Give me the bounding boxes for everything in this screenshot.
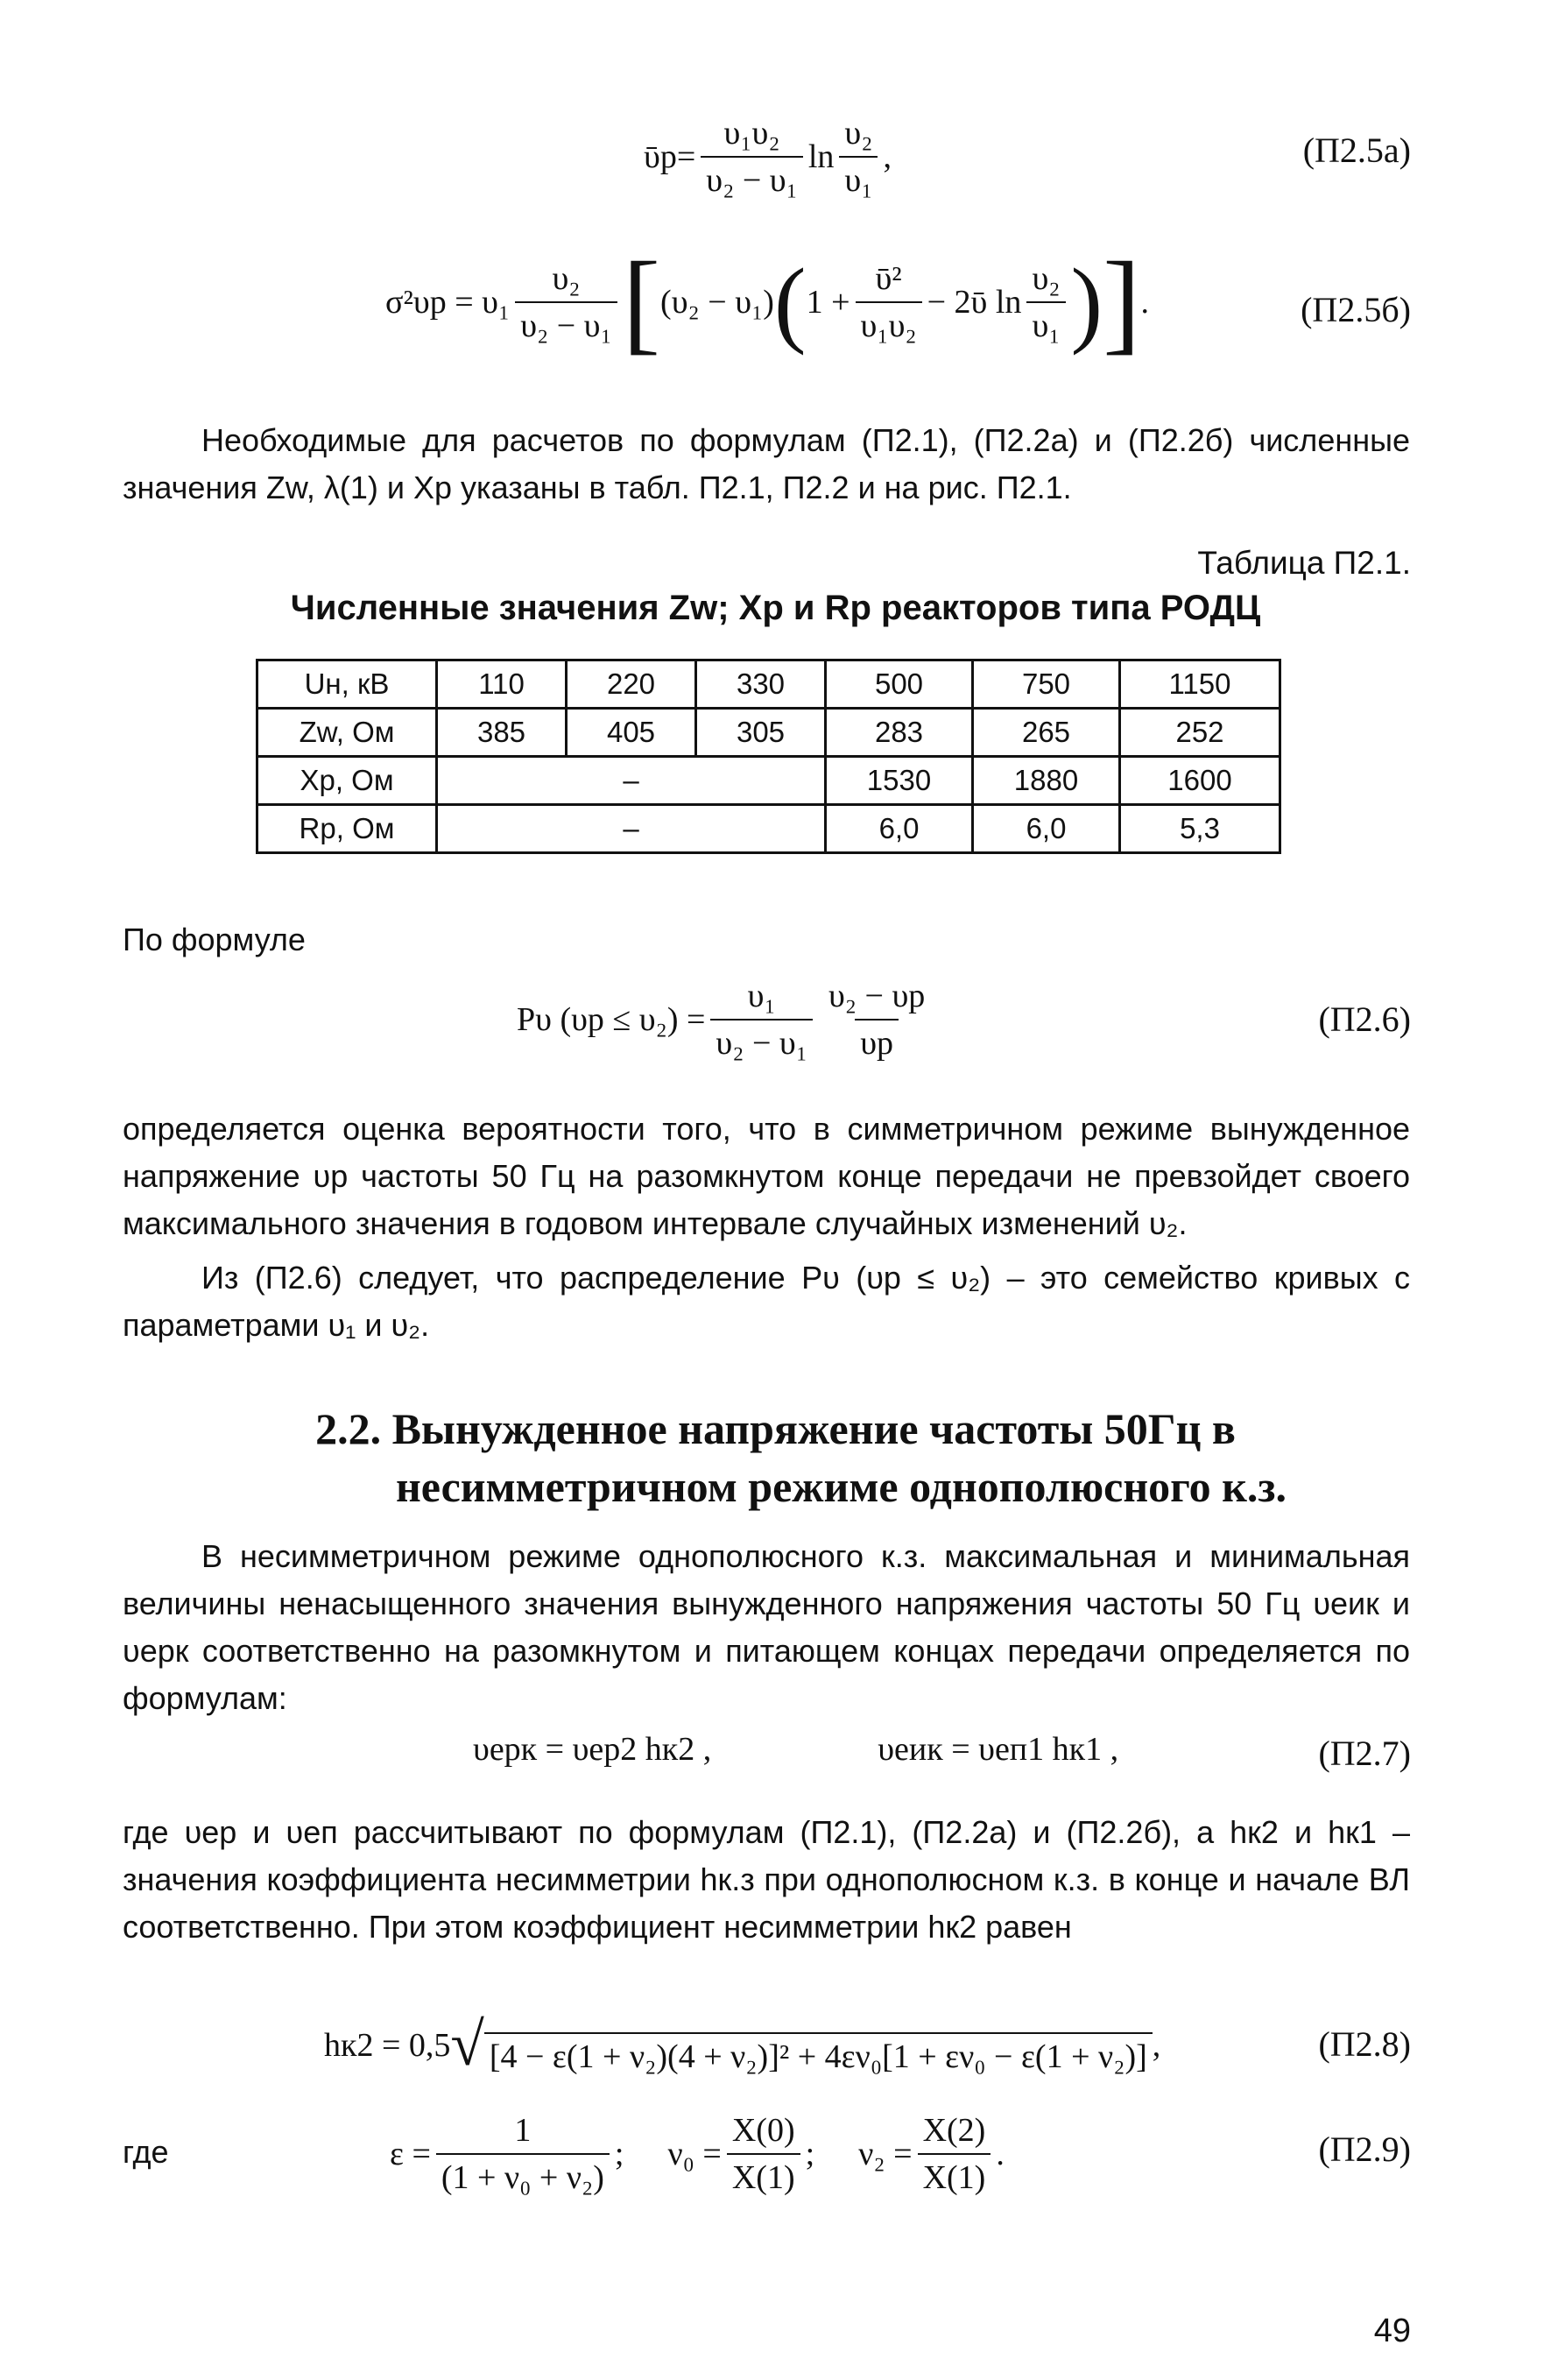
table-cell: 405 xyxy=(567,709,696,757)
right-paren: ) xyxy=(1070,249,1103,356)
ln-operator: ln xyxy=(807,138,835,175)
row-label: Xр, Ом xyxy=(257,757,437,805)
equation-p2-5a xyxy=(644,114,892,200)
numerator: 1 xyxy=(514,2112,532,2149)
table-cell: – xyxy=(437,805,826,853)
table-cell: 6,0 xyxy=(973,805,1120,853)
table-label: Таблица П2.1. xyxy=(1197,545,1411,581)
table-cell: 283 xyxy=(826,709,973,757)
fraction xyxy=(436,2111,610,2197)
equation-number: (П2.6) xyxy=(1318,999,1411,1039)
fraction xyxy=(823,977,930,1063)
table-cell: 1150 xyxy=(1120,660,1280,709)
equation-number: (П2.8) xyxy=(1318,2024,1411,2064)
section-heading-line: 2.2. Вынужденное напряжение частоты 50Гц в xyxy=(315,1404,1236,1453)
numerator: υ₁υ₂ xyxy=(723,115,780,152)
table-cell: 305 xyxy=(696,709,826,757)
paragraph: Необходимые для расчетов по формулам (П2.1), (П2.2а) и (П2.2б) численные значения Zw, λ(1) и Xр указаны в табл. П2.1, П2.2 и на рис. П2.1. xyxy=(123,422,1410,505)
page-number: 49 xyxy=(1373,2313,1411,2349)
eq-punct: , xyxy=(883,138,892,175)
equation-p2-7 xyxy=(473,1730,1118,1769)
denominator: υ₁υ₂ xyxy=(856,301,922,345)
table-cell: 265 xyxy=(973,709,1120,757)
table-row xyxy=(257,660,1280,709)
table-cell: 500 xyxy=(826,660,973,709)
row-label: Uн, кВ xyxy=(257,660,437,709)
numerator: υ₂ xyxy=(1032,260,1061,297)
equation-p2-9 xyxy=(390,2111,1005,2197)
denominator: υр xyxy=(855,1019,899,1063)
numerator: υ₂ xyxy=(844,115,873,152)
numerator: υ₂ xyxy=(552,260,581,297)
fraction xyxy=(839,114,878,200)
equation-p2-6 xyxy=(517,977,935,1063)
fraction xyxy=(515,259,617,345)
numerator: ῡ² xyxy=(875,260,902,297)
eq-lhs: ν₀ = xyxy=(667,2136,722,2172)
left-paren: ( xyxy=(773,249,807,356)
equation-p2-8 xyxy=(324,2011,1161,2079)
paragraph: Из (П2.6) следует, что распределение Pυ (υр ≤ υ₂) – это семейство кривых с параметрами υ₁ и υ₂. xyxy=(123,1260,1410,1343)
fraction xyxy=(1026,259,1065,345)
radical-sign: √ xyxy=(450,2011,484,2079)
eq-term: 1 + xyxy=(806,284,850,321)
denominator: X(1) xyxy=(918,2153,991,2197)
eq-lhs: hк2 = 0,5 xyxy=(324,2027,451,2064)
fraction xyxy=(701,114,803,200)
denominator: υ₁ xyxy=(1026,301,1065,345)
eq-term: − 2ῡ ln xyxy=(927,284,1022,321)
denominator: X(1) xyxy=(727,2153,800,2197)
numerator: υ₁ xyxy=(747,978,776,1014)
denominator: υ₂ − υ₁ xyxy=(701,156,803,200)
eq-punct: . xyxy=(1140,284,1149,321)
fraction xyxy=(727,2111,800,2197)
eq-lhs: Pυ (υр ≤ υ₂) = xyxy=(517,1001,706,1038)
table-cell: 220 xyxy=(567,660,696,709)
paragraph: где υер и υеп рассчитывают по формулам (П2.1), (П2.2а) и (П2.2б), а hк2 и hк1 – значения коэффициента несимметрии hк.з при однополюсном к.з. в конце и начале ВЛ соответственно. При этом коэффициент несимметрии hк2 равен xyxy=(123,1814,1410,1945)
equation-number: (П2.5а) xyxy=(1302,131,1411,170)
table-cell: 110 xyxy=(437,660,567,709)
table-row xyxy=(257,709,1280,757)
denominator: (1 + ν₀ + ν₂) xyxy=(436,2153,610,2197)
eq-term: (υ₂ − υ₁) xyxy=(660,284,774,321)
table-cell: 1880 xyxy=(973,757,1120,805)
where-label: где xyxy=(123,2134,169,2170)
eq-lhs: ε = xyxy=(390,2136,431,2172)
table-cell: 6,0 xyxy=(826,805,973,853)
table-cell: – xyxy=(437,757,826,805)
paragraph: В несимметричном режиме однополюсного к.з. максимальная и минимальная величины ненасыщенного значения вынужденного напряжения частоты 50 Гц υеик и υерк соответственно на разомкнутом и питающем концах передачи определяется по формулам: xyxy=(123,1538,1410,1716)
table-cell: 1530 xyxy=(826,757,973,805)
table-title: Численные значения Zw; Xр и Rр реакторов типа РОДЦ xyxy=(290,589,1261,627)
section-heading-line: несимметричном режиме однополюсного к.з. xyxy=(395,1462,1287,1511)
fraction xyxy=(710,977,813,1063)
fraction xyxy=(918,2111,991,2197)
section-heading xyxy=(0,1400,1551,1515)
eq-punct: . xyxy=(996,2136,1005,2172)
equation-number: (П2.9) xyxy=(1318,2129,1411,2169)
numerator: X(0) xyxy=(731,2112,795,2149)
numerator: υ₂ − υр xyxy=(828,978,926,1014)
paragraph: По формуле xyxy=(123,922,306,957)
row-label: Rр, Ом xyxy=(257,805,437,853)
table-cell: 252 xyxy=(1120,709,1280,757)
fraction xyxy=(856,259,922,345)
eq-term: υерк = υер2 hк2 , xyxy=(473,1731,712,1768)
data-table xyxy=(256,659,1281,854)
left-bracket: [ xyxy=(622,239,661,365)
equation-number: (П2.5б) xyxy=(1301,290,1411,329)
eq-lhs: ν₂ = xyxy=(858,2136,913,2172)
eq-lhs: ῡр= xyxy=(644,138,696,175)
numerator: X(2) xyxy=(922,2112,986,2149)
table-row xyxy=(257,757,1280,805)
table-cell: 330 xyxy=(696,660,826,709)
denominator: υ₂ − υ₁ xyxy=(515,301,617,345)
denominator: υ₂ − υ₁ xyxy=(710,1019,813,1063)
equation-number: (П2.7) xyxy=(1318,1734,1411,1773)
table-cell: 1600 xyxy=(1120,757,1280,805)
square-root xyxy=(450,2011,1152,2079)
denominator: υ₁ xyxy=(839,156,878,200)
eq-term: υеик = υеп1 hк1 , xyxy=(878,1731,1119,1768)
right-bracket: ] xyxy=(1103,239,1141,365)
eq-punct: ; xyxy=(805,2136,815,2172)
radicand: [4 − ε(1 + ν₂)(4 + ν₂)]² + 4εν₀[1 + εν₀ − ε(1 + ν₂)] xyxy=(484,2032,1153,2076)
eq-lhs: σ²υр = υ₁ xyxy=(385,284,511,321)
eq-punct: ; xyxy=(614,2136,624,2172)
table-cell: 5,3 xyxy=(1120,805,1280,853)
paragraph: определяется оценка вероятности того, что в симметричном режиме вынужденное напряжение υр частоты 50 Гц на разомкнутом конце передачи не превзойдет своего максимального значения в годовом интервале случайных изменений υ₂. xyxy=(123,1111,1410,1241)
table-cell: 750 xyxy=(973,660,1120,709)
table-row xyxy=(257,805,1280,853)
equation-p2-5b xyxy=(385,239,1149,365)
table-cell: 385 xyxy=(437,709,567,757)
eq-punct: , xyxy=(1152,2027,1161,2064)
row-label: Zw, Ом xyxy=(257,709,437,757)
